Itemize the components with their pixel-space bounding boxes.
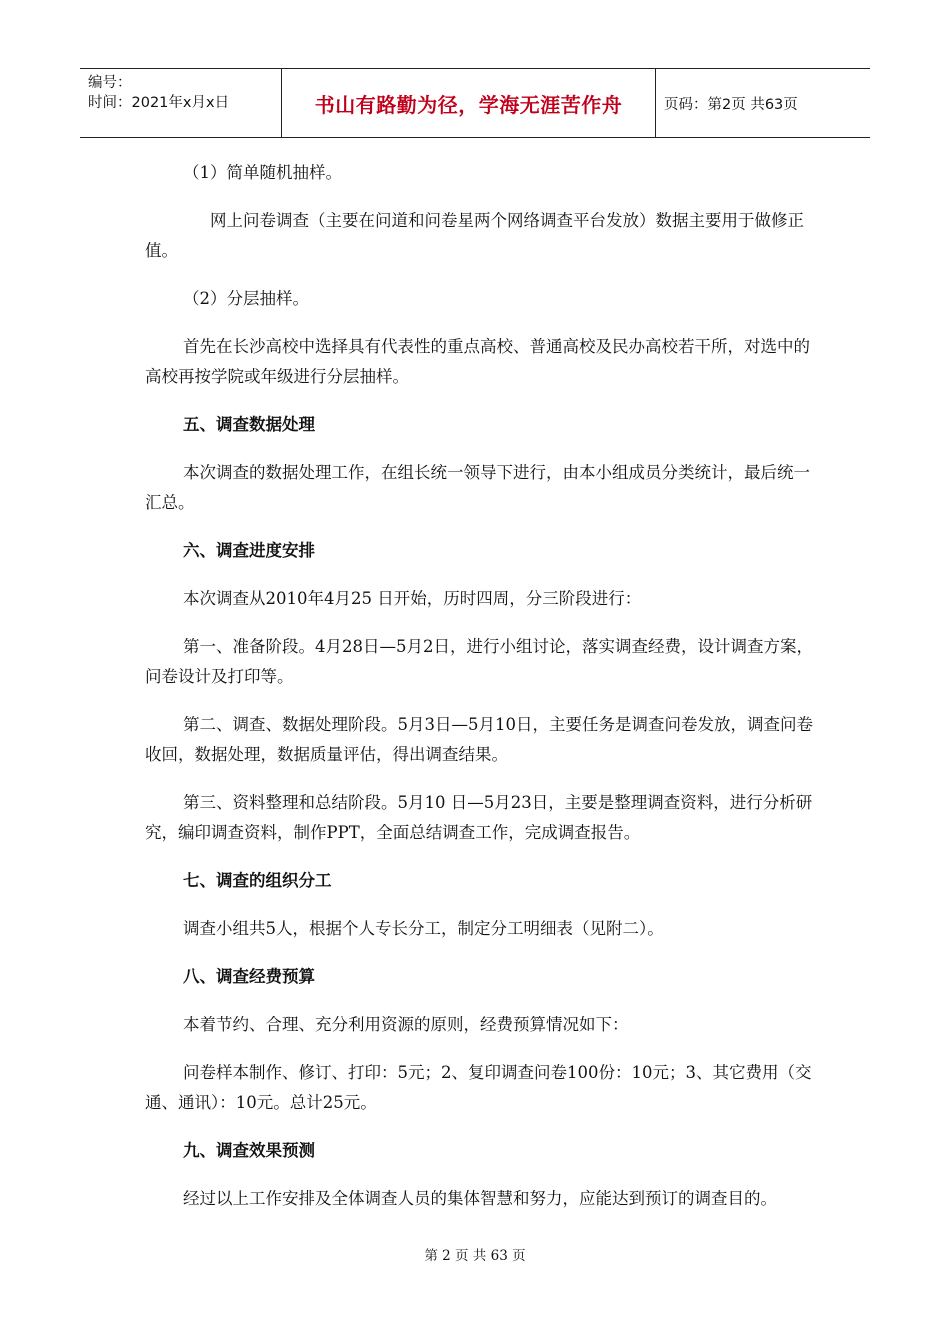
- paragraph: 第三、资料整理和总结阶段。5月10 日—5月23日，主要是整理调查资料，进行分析研究，编印调查资料，制作PPT，全面总结调查工作，完成调查报告。: [145, 793, 813, 842]
- section-heading: 九、调查效果预测: [183, 1141, 315, 1160]
- page-header: [80, 68, 870, 138]
- section-heading: 八、调查经费预算: [183, 967, 315, 986]
- paragraph: （1）简单随机抽样。: [183, 163, 342, 182]
- header-motto: 书山有路勤为径，学海无涯苦作舟: [282, 69, 656, 137]
- paragraph: 本次调查从2010年4月25 日开始，历时四周，分三阶段进行：: [183, 589, 642, 608]
- section-heading: 七、调查的组织分工: [183, 871, 332, 890]
- serial-label: 编号：: [88, 75, 132, 91]
- paragraph: 本次调查的数据处理工作，在组长统一领导下进行，由本小组成员分类统计，最后统一汇总。: [145, 463, 810, 512]
- paragraph: 第一、准备阶段。4月28日—5月2日，进行小组讨论，落实调查经费，设计调查方案，问卷设计及打印等。: [145, 637, 813, 686]
- section-heading: 六、调查进度安排: [183, 541, 315, 560]
- paragraph: 首先在长沙高校中选择具有代表性的重点高校、普通高校及民办高校若干所，对选中的高校再按学院或年级进行分层抽样。: [145, 337, 810, 386]
- header-page-info: 页码：第2页 共63页: [664, 96, 798, 113]
- paragraph: （2）分层抽样。: [183, 289, 309, 308]
- paragraph: 调查小组共5人，根据个人专长分工，制定分工明细表（见附二）。: [183, 919, 664, 938]
- header-left-cell: [80, 69, 282, 137]
- paragraph: 经过以上工作安排及全体调查人员的集体智慧和努力，应能达到预订的调查目的。: [183, 1189, 777, 1208]
- paragraph: 网上问卷调查（主要在问道和问卷星两个网络调查平台发放）数据主要用于做修正值。: [145, 211, 804, 260]
- paragraph: 第二、调查、数据处理阶段。5月3日—5月10日，主要任务是调查问卷发放，调查问卷收回，数据处理，数据质量评估，得出调查结果。: [145, 715, 813, 764]
- page-footer: 第 2 页 共 63 页: [424, 1248, 526, 1264]
- paragraph: 问卷样本制作、修订、打印：5元；2、复印调查问卷100份：10元；3、其它费用（交通、通讯）：10元。总计25元。: [145, 1063, 812, 1112]
- time-label: 时间：2021年x月x日: [88, 95, 230, 111]
- paragraph: 本着节约、合理、充分利用资源的原则，经费预算情况如下：: [183, 1015, 629, 1034]
- section-heading: 五、调查数据处理: [183, 415, 315, 434]
- document-body: [145, 150, 815, 1214]
